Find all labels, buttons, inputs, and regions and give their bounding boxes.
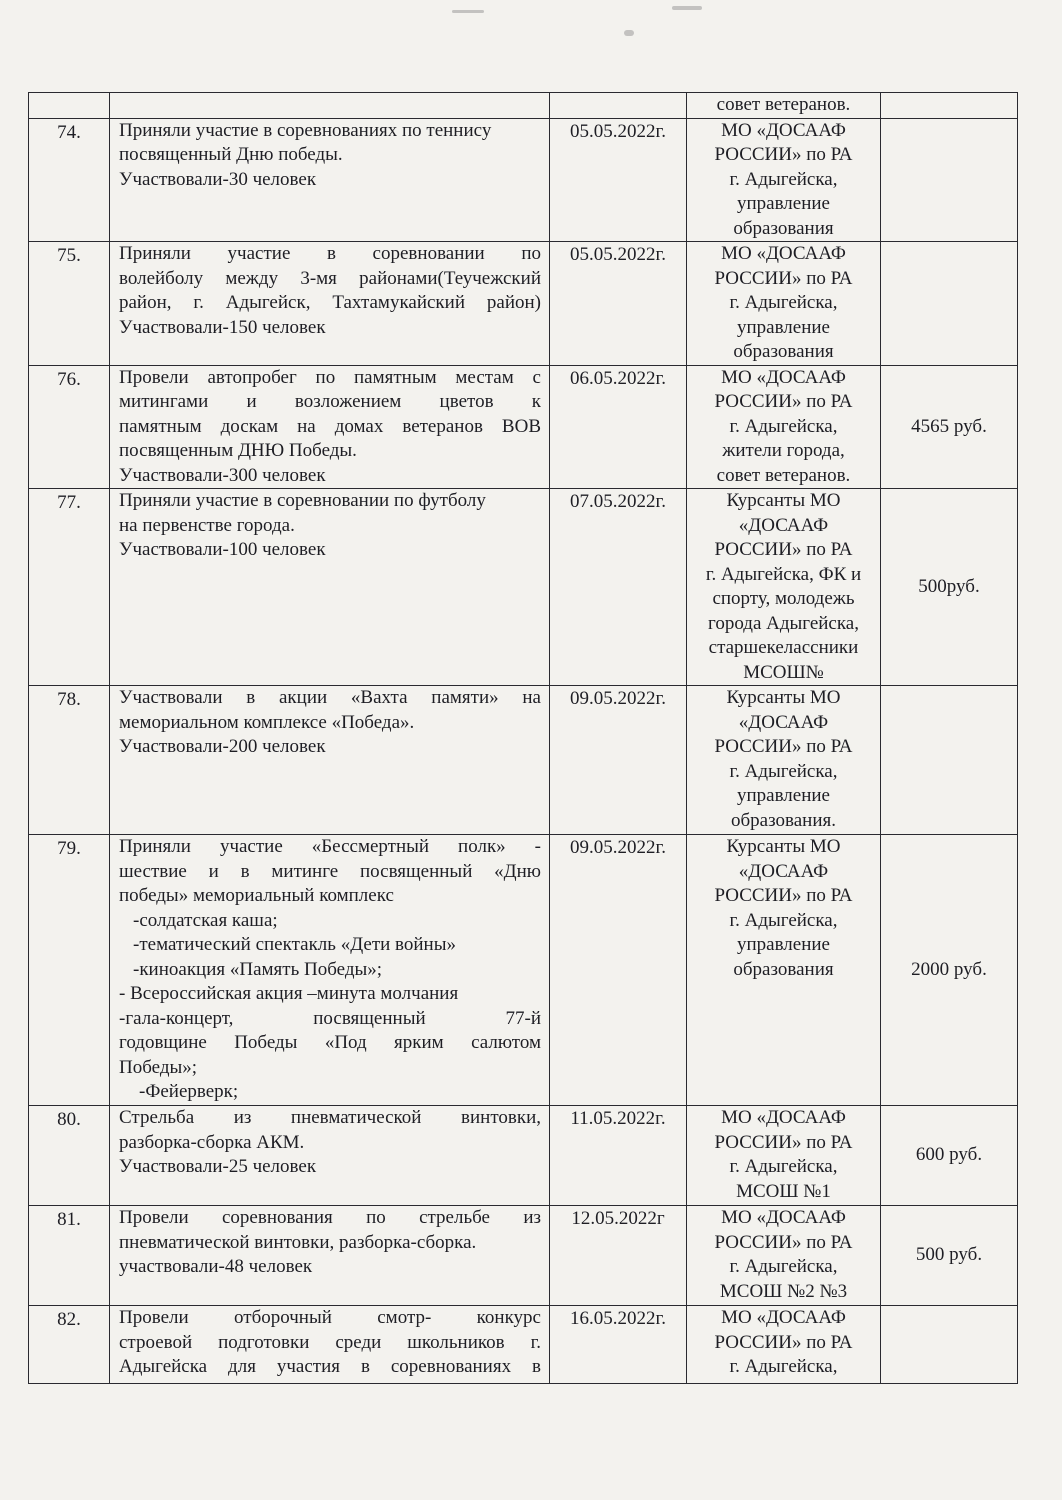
organizer-line: г. Адыгейска, — [729, 1156, 838, 1177]
description-line: митингами и возложением цветов к — [119, 391, 541, 412]
organizer-line: управление — [736, 193, 830, 214]
organizer-line: Курсанты МО — [726, 836, 841, 857]
row-date-cell — [550, 365, 687, 489]
row-organizers-cell — [687, 686, 881, 835]
description-line: памятным доскам на домах ветеранов ВОВ — [119, 415, 541, 437]
description-line: Приняли участие «Бессмертный полк» - — [119, 836, 541, 857]
description-line: Участвовали-100 человек — [119, 539, 326, 560]
expense-amount: 500 руб. — [915, 1244, 983, 1266]
description-line: пневматической винтовки, разборка-сборка. — [119, 1231, 477, 1253]
row-sum-cell — [881, 835, 1018, 1106]
description-line: - Всероссийская акция –минута молчания — [119, 983, 459, 1004]
description-line: Участвовали в акции «Вахта памяти» на — [119, 687, 541, 708]
description-line: шествие и в митинге посвященный «Дню — [119, 860, 541, 882]
description-line: годовщине Победы «Под ярким салютом — [119, 1032, 541, 1053]
organizer-line: старшекелассники — [708, 637, 859, 658]
organizer-line: МСОШ №1 — [736, 1180, 831, 1202]
row-date-cell — [550, 686, 687, 835]
scan-smudge — [672, 6, 702, 10]
organizer-line: «ДОСААФ — [738, 514, 829, 536]
event-date: 12.05.2022г — [571, 1208, 665, 1229]
organizer-line: управление — [736, 316, 830, 338]
row-sum-cell — [881, 1306, 1018, 1384]
organizer-line: МО «ДОСААФ — [721, 1307, 846, 1328]
row-description-cell — [110, 365, 550, 489]
row-number-cell — [29, 365, 110, 489]
event-date: 06.05.2022г. — [570, 367, 666, 389]
organizer-line: образования — [733, 958, 834, 980]
description-line: Участвовали-150 человек — [119, 316, 326, 338]
row-description-cell — [110, 835, 550, 1106]
row-number: 74. — [57, 121, 81, 143]
description-line: -тематический спектакль «Дети войны» — [133, 934, 456, 955]
description-line: Участвовали-25 человек — [119, 1156, 317, 1177]
organizer-line: «ДОСААФ — [738, 860, 829, 882]
description-line: Провели соревнования по стрельбе из — [119, 1207, 541, 1228]
organizer-line: РОССИИ» по РА — [714, 1331, 853, 1353]
row-sum-cell — [881, 489, 1018, 686]
row-description-cell — [110, 1206, 550, 1306]
description-line: разборка-сборка АКМ. — [119, 1131, 305, 1153]
row-organizers-cell — [687, 835, 881, 1106]
description-line: Участвовали-30 человек — [119, 168, 317, 190]
row-sum-cell — [881, 93, 1018, 119]
row-date-cell — [550, 1306, 687, 1384]
event-date: 07.05.2022г. — [570, 491, 666, 512]
organizer-line: г. Адыгейска, — [729, 760, 838, 782]
description-line: на первенстве города. — [119, 514, 295, 536]
description-line: -киноакция «Память Победы»; — [133, 958, 383, 980]
row-number-cell — [29, 686, 110, 835]
description-line: Участвовали-200 человек — [119, 736, 326, 757]
organizer-line: РОССИИ» по РА — [714, 1131, 853, 1153]
organizer-line: г. Адыгейска, — [729, 1256, 838, 1277]
row-sum-cell — [881, 118, 1018, 242]
table-row — [29, 242, 1018, 366]
organizer-line: совет ветеранов. — [716, 94, 851, 115]
organizer-line: жители города, — [722, 440, 845, 461]
scan-smudge — [624, 30, 634, 36]
event-date: 09.05.2022г. — [570, 837, 666, 858]
row-date-cell — [550, 1106, 687, 1206]
organizer-line: МО «ДОСААФ — [721, 119, 846, 141]
row-sum-cell — [881, 365, 1018, 489]
description-line: посвященный Дню победы. — [119, 144, 343, 165]
description-line: строевой подготовки среди школьников г. — [119, 1331, 541, 1353]
description-line: волейболу между 3-мя районами(Теучежский — [119, 267, 541, 289]
event-date: 05.05.2022г. — [570, 244, 666, 265]
row-organizers-cell — [687, 118, 881, 242]
description-line: район, г. Адыгейск, Тахтамукайский район) — [119, 292, 541, 313]
organizer-line: г. Адыгейска, — [729, 168, 838, 190]
row-number: 80. — [57, 1109, 81, 1130]
event-date: 11.05.2022г. — [570, 1108, 666, 1129]
organizer-line: управление — [736, 934, 830, 955]
row-number-cell — [29, 835, 110, 1106]
organizer-line: г. Адыгейска, ФК и — [705, 563, 862, 585]
organizer-line: образования — [733, 341, 834, 362]
organizer-line: РОССИИ» по РА — [714, 391, 853, 412]
row-date-cell — [550, 118, 687, 242]
row-description-cell — [110, 118, 550, 242]
row-organizers-cell — [687, 1106, 881, 1206]
row-sum-cell — [881, 686, 1018, 835]
row-description-cell — [110, 489, 550, 686]
scan-smudge — [452, 10, 484, 13]
organizer-line: образования — [733, 217, 834, 239]
description-line: Провели отборочный смотр- конкурс — [119, 1307, 541, 1328]
description-line: Приняли участие в соревновании по футболу — [119, 490, 486, 511]
row-number: 77. — [57, 492, 81, 513]
row-number: 81. — [57, 1209, 81, 1230]
row-number: 76. — [57, 368, 81, 390]
table-row-continuation — [29, 93, 1018, 119]
organizer-line: управление — [736, 785, 830, 806]
expense-amount: 600 руб. — [915, 1144, 983, 1166]
row-number-cell — [29, 118, 110, 242]
row-number-cell — [29, 242, 110, 366]
row-description-cell — [110, 686, 550, 835]
row-organizers-cell — [687, 1306, 881, 1384]
row-sum-cell — [881, 1106, 1018, 1206]
organizer-line: РОССИИ» по РА — [714, 1231, 853, 1253]
description-line: Адыгейска для участия в соревнованиях в — [119, 1356, 541, 1377]
expense-amount: 2000 руб. — [911, 958, 987, 980]
row-number-cell — [29, 1206, 110, 1306]
row-sum-cell — [881, 1206, 1018, 1306]
table-row — [29, 1106, 1018, 1206]
row-organizers-cell — [687, 242, 881, 366]
organizer-line: спорту, молодежь — [712, 588, 855, 609]
row-description-cell — [110, 1306, 550, 1384]
row-date-cell — [550, 835, 687, 1106]
row-sum-cell — [881, 242, 1018, 366]
row-organizers-cell — [687, 93, 881, 119]
row-number: 79. — [57, 838, 81, 859]
row-number-cell — [29, 1106, 110, 1206]
organizer-line: РОССИИ» по РА — [714, 144, 853, 165]
organizer-line: МСОШ№ — [743, 661, 824, 683]
organizer-line: г. Адыгейска, — [729, 1356, 838, 1377]
organizer-line: РОССИИ» по РА — [714, 267, 853, 289]
row-organizers-cell — [687, 365, 881, 489]
row-number: 75. — [57, 245, 81, 266]
organizer-line: г. Адыгейска, — [729, 292, 838, 313]
organizer-line: МО «ДОСААФ — [721, 243, 846, 264]
organizer-line: г. Адыгейска, — [729, 909, 838, 931]
event-date: 09.05.2022г. — [570, 688, 666, 709]
expense-amount: 4565 руб. — [911, 415, 987, 437]
row-organizers-cell — [687, 489, 881, 686]
organizer-line: МО «ДОСААФ — [721, 1207, 846, 1228]
table-row — [29, 489, 1018, 686]
table-row — [29, 1206, 1018, 1306]
description-line: Приняли участие в соревновании по — [119, 243, 541, 264]
row-number: 82. — [57, 1309, 81, 1330]
description-line: посвященным ДНЮ Победы. — [119, 440, 357, 461]
row-number-cell — [29, 489, 110, 686]
organizer-line: «ДОСААФ — [738, 711, 829, 733]
description-line: -гала-концерт, посвященный 77-й — [119, 1007, 541, 1029]
row-date-cell — [550, 93, 687, 119]
row-description-cell — [110, 1106, 550, 1206]
description-line: -солдатская каша; — [133, 909, 278, 931]
table-row — [29, 365, 1018, 489]
organizer-line: МО «ДОСААФ — [721, 1107, 846, 1128]
description-line: победы» мемориальный комплекс — [119, 885, 394, 906]
description-line: Стрельба из пневматической винтовки, — [119, 1107, 541, 1128]
events-table-body — [29, 93, 1018, 1384]
description-line: мемориальном комплексе «Победа». — [119, 711, 415, 733]
organizer-line: РОССИИ» по РА — [714, 885, 853, 906]
row-date-cell — [550, 489, 687, 686]
row-number-cell — [29, 93, 110, 119]
event-date: 16.05.2022г. — [570, 1308, 666, 1329]
event-date: 05.05.2022г. — [570, 120, 666, 142]
organizer-line: МО «ДОСААФ — [721, 366, 846, 388]
description-line: Приняли участие в соревнованиях по теннису — [119, 119, 492, 141]
organizer-line: РОССИИ» по РА — [714, 736, 853, 757]
organizer-line: образования. — [731, 809, 836, 831]
description-line: Победы»; — [119, 1056, 198, 1078]
description-line: Провели автопробег по памятным местам с — [119, 366, 541, 388]
description-line: -Фейерверк; — [139, 1081, 239, 1102]
description-line: Участвовали-300 человек — [119, 464, 326, 486]
table-row — [29, 1306, 1018, 1384]
events-table — [28, 92, 1018, 1384]
row-number-cell — [29, 1306, 110, 1384]
row-number: 78. — [57, 689, 81, 710]
expense-amount: 500руб. — [918, 575, 980, 597]
description-line: участвовали-48 человек — [119, 1256, 313, 1277]
organizer-line: Курсанты МО — [726, 687, 841, 708]
table-row — [29, 835, 1018, 1106]
row-description-cell — [110, 242, 550, 366]
row-date-cell — [550, 242, 687, 366]
organizer-line: МСОШ №2 №3 — [719, 1280, 848, 1302]
organizer-line: РОССИИ» по РА — [714, 539, 853, 560]
organizer-line: совет ветеранов. — [716, 464, 851, 486]
row-organizers-cell — [687, 1206, 881, 1306]
organizer-line: г. Адыгейска, — [729, 415, 838, 437]
table-row — [29, 118, 1018, 242]
organizer-line: Курсанты МО — [726, 490, 841, 511]
row-date-cell — [550, 1206, 687, 1306]
row-description-cell — [110, 93, 550, 119]
organizer-line: города Адыгейска, — [708, 612, 859, 634]
table-row — [29, 686, 1018, 835]
